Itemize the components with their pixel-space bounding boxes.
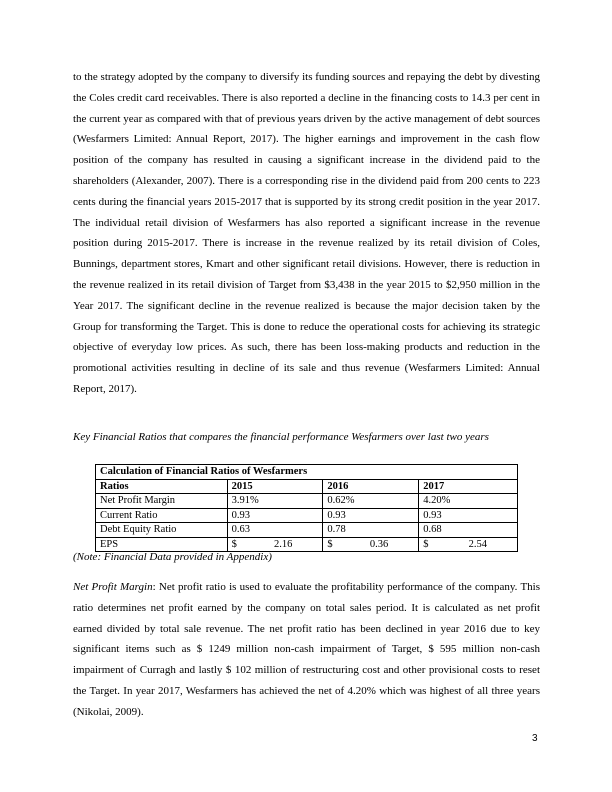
- cell-2015: 0.93: [227, 508, 323, 523]
- cell-2017: 0.68: [419, 523, 518, 538]
- cell-2016: [323, 537, 419, 552]
- row-label: EPS: [96, 537, 228, 552]
- cell-2016: 0.93: [323, 508, 419, 523]
- body-paragraph-net-profit-margin: [73, 577, 540, 723]
- net-profit-margin-text: : Net profit ratio is used to evaluate the profitability performance of the company. This ratio determines net profit earned by the company on total sales period. It is calculated as net profit earned divided by total sale revenue. The net profit ratio has been declined in year 2016 due to key significant items such as $ 1249 million non-cash impairment of Target, $ 595 million non-cash impairment of Curragh and lastly $ 102 million of restructuring cost and other provisional costs to reset the Target. In year 2017, Wesfarmers has achieved the net of 4.20% which was highest of all three years (Nikolai, 2009).: [73, 581, 540, 718]
- header-2015: 2015: [227, 479, 323, 494]
- currency-symbol: $: [327, 538, 333, 550]
- cell-2017: [419, 537, 518, 552]
- cell-2016: 0.62%: [323, 494, 419, 509]
- page-number: 3: [532, 733, 538, 744]
- cell-2017: 4.20%: [419, 494, 518, 509]
- cell-2017: 0.93: [419, 508, 518, 523]
- appendix-note: (Note: Financial Data provided in Appendix): [73, 551, 272, 563]
- eps-value: 0.36: [369, 538, 389, 550]
- row-label: Net Profit Margin: [96, 494, 228, 509]
- eps-value: 2.16: [274, 538, 293, 550]
- currency-symbol: $: [423, 538, 429, 550]
- term-net-profit-margin: Net Profit Margin: [73, 581, 153, 593]
- table-title: Calculation of Financial Ratios of Wesfarmers: [96, 465, 518, 480]
- cell-2015: 0.63: [227, 523, 323, 538]
- table-header-row: [96, 479, 518, 494]
- header-ratios: Ratios: [96, 479, 228, 494]
- header-2016: 2016: [323, 479, 419, 494]
- table-row-eps: [96, 537, 518, 552]
- table-caption: Key Financial Ratios that compares the financial performance Wesfarmers over last two years: [73, 431, 489, 443]
- table-row-current-ratio: [96, 508, 518, 523]
- body-paragraph-dividend-revenue: to the strategy adopted by the company to diversify its funding sources and repaying the debt by divesting the Coles credit card receivables. There is also reported a decline in the financing costs to 14.3 per cent in the current year as compared with that of previous years driven by the active management of debt sources (Wesfarmers Limited: Annual Report, 2017). The higher earnings and improvement in the cash flow position of the company has resulted in causing a significant increase in the dividend paid to the shareholders (Alexander, 2007). There is a corresponding rise in the dividend paid from 200 cents to 223 cents during the financial years 2015-2017 that is supported by its strong credit position in the year 2017. The individual retail division of Wesfarmers has also reported a significant increase in the revenue position during 2015-2017. There is increase in the revenue realized by its retail division of Coles, Bunnings, department stores, Kmart and other significant retail divisions. However, there is reduction in the revenue realized in its retail division of Target from $3,438 in the year 2015 to $2,950 million in the Year 2017. The significant decline in the revenue realized is because the major decision taken by the Group for transforming the Target. This is done to reduce the operational costs for achieving its strategic objective of everyday low prices. As such, there has been loss-making products and reduction in the promotional activities resulting in decline of its sale and thus revenue (Wesfarmers Limited: Annual Report, 2017).: [73, 71, 540, 395]
- header-2017: 2017: [419, 479, 518, 494]
- cell-2016: 0.78: [323, 523, 419, 538]
- eps-value: 2.54: [468, 538, 487, 550]
- row-label: Debt Equity Ratio: [96, 523, 228, 538]
- cell-2015: 3.91%: [227, 494, 323, 509]
- currency-symbol: $: [231, 538, 237, 550]
- cell-2015: [227, 537, 323, 552]
- table-title-row: [96, 465, 518, 480]
- table-row-debt-equity-ratio: [96, 523, 518, 538]
- row-label: Current Ratio: [96, 508, 228, 523]
- table-row-net-profit-margin: [96, 494, 518, 509]
- financial-ratios-table: [95, 464, 518, 552]
